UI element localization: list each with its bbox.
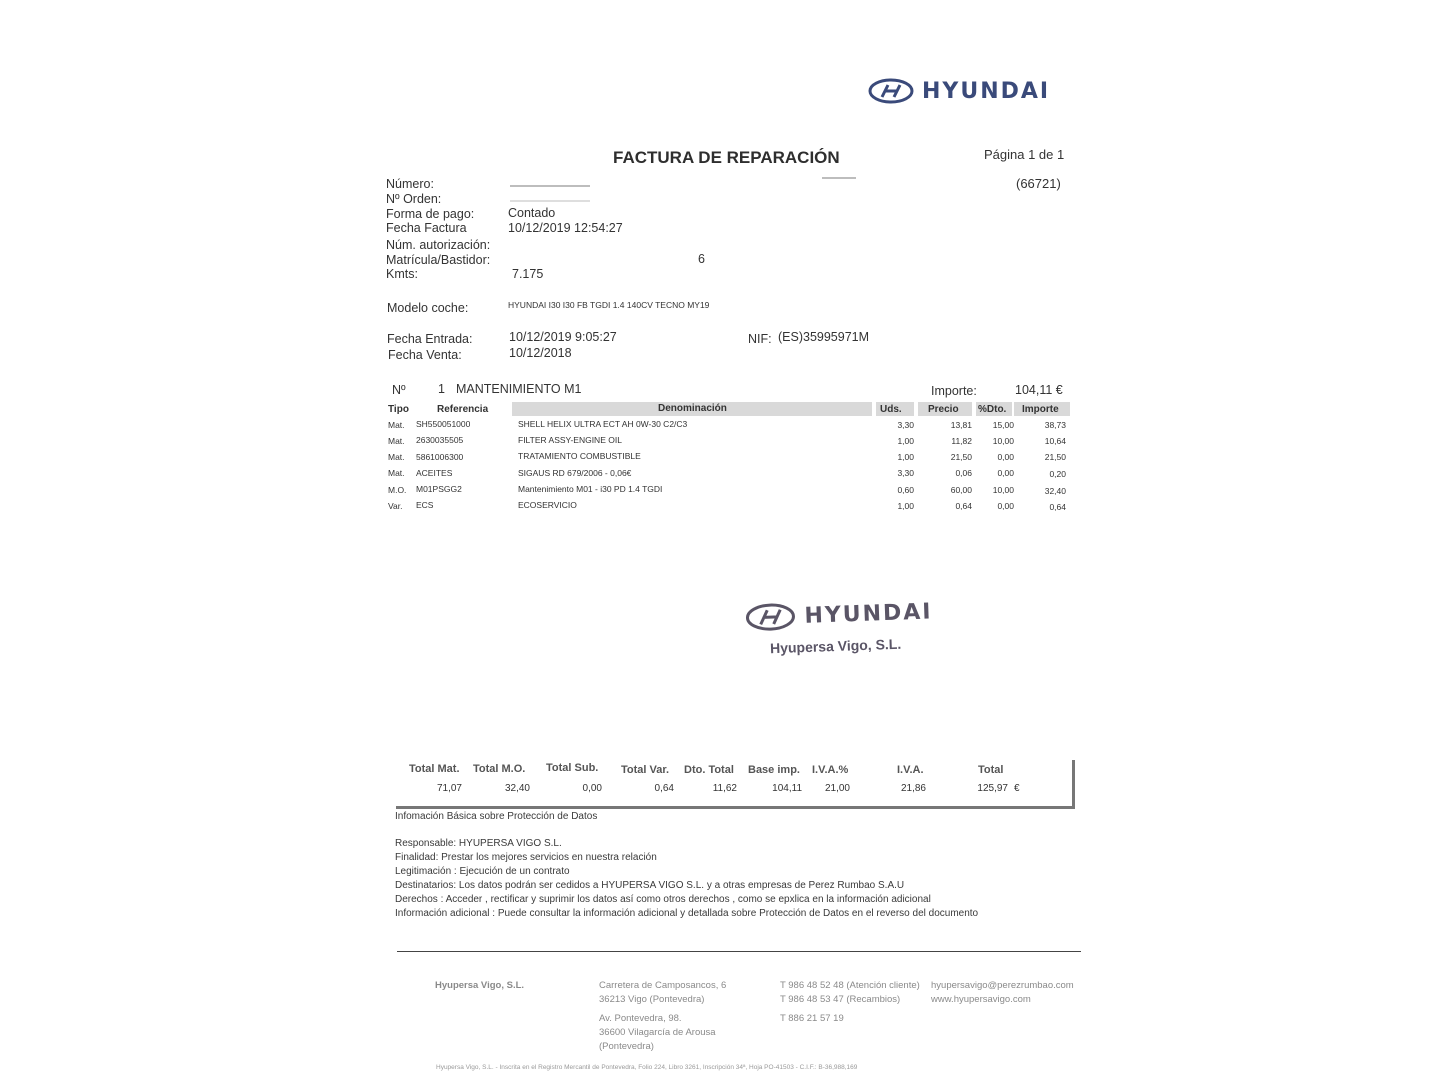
footer-email: hyupersavigo@perezrumbao.com xyxy=(931,980,1074,991)
footer-address2-line: 36600 Vilagarcía de Arousa xyxy=(599,1027,716,1038)
row-6-ref: ECS xyxy=(416,500,434,510)
tot-h-base: Base imp. xyxy=(748,764,800,776)
row-5-precio: 60,00 xyxy=(950,485,972,495)
section-name: MANTENIMIENTO M1 xyxy=(456,382,582,396)
row-1-dto: 15,00 xyxy=(992,420,1014,430)
page-number: Página 1 de 1 xyxy=(984,147,1065,162)
row-5-tipo: M.O. xyxy=(388,485,407,495)
section-importe-label: Importe: xyxy=(931,384,977,398)
col-tipo: Tipo xyxy=(388,404,409,415)
footer-company: Hyupersa Vigo, S.L. xyxy=(435,980,525,991)
modelo-label: Modelo coche: xyxy=(387,301,469,315)
tot-v-mo: 32,40 xyxy=(504,783,530,794)
tot-h-sub: Total Sub. xyxy=(546,762,599,774)
col-uds: Uds. xyxy=(880,404,902,415)
footer-phone: T 886 21 57 19 xyxy=(780,1013,844,1024)
row-4-uds: 3,30 xyxy=(897,468,914,478)
footer-divider xyxy=(397,951,1081,952)
tot-v-total: 125,97 xyxy=(977,783,1008,794)
legal-line: Responsable: HYUPERSA VIGO S.L. xyxy=(395,838,562,849)
row-2-importe: 10,64 xyxy=(1044,436,1066,446)
matricula-label: Matrícula/Bastidor: xyxy=(386,253,491,267)
row-3-den: TRATAMIENTO COMBUSTIBLE xyxy=(518,451,641,461)
pago-value: Contado xyxy=(508,206,556,220)
tot-h-dto: Dto. Total xyxy=(684,764,734,776)
autorizacion-label: Núm. autorización: xyxy=(386,238,491,252)
footer-address2-line: Av. Pontevedra, 98. xyxy=(599,1013,682,1024)
footer-address1-line: 36213 Vigo (Pontevedra) xyxy=(599,994,705,1005)
row-4-importe: 0,20 xyxy=(1049,469,1066,479)
tot-currency: € xyxy=(1014,783,1020,794)
footer-registry: Hyupersa Vigo, S.L. - Inscrita en el Registro Mercantil de Pontevedra, Folio 224, Libro 3261, Inscripción 34ª, Hoja PO-41503 - C.I.F.: B-36,988,169 xyxy=(436,1064,858,1071)
section-number: 1 xyxy=(438,382,445,396)
row-3-ref: 5861006300 xyxy=(416,452,464,462)
row-5-den: Mantenimiento M01 - i30 PD 1.4 TGDI xyxy=(518,484,663,494)
section-importe-value: 104,11 € xyxy=(1015,383,1063,397)
footer-address2-line: (Pontevedra) xyxy=(599,1041,654,1052)
row-6-importe: 0,64 xyxy=(1049,502,1066,512)
pago-label: Forma de pago: xyxy=(386,207,475,221)
fecha-factura-label: Fecha Factura xyxy=(386,221,467,235)
hyundai-emblem-icon xyxy=(744,602,797,632)
col-precio: Precio xyxy=(928,404,959,415)
legal-line: Legitimación : Ejecución de un contrato xyxy=(395,866,570,877)
row-4-den: SIGAUS RD 679/2006 - 0,06€ xyxy=(518,468,632,478)
row-4-tipo: Mat. xyxy=(388,468,405,478)
row-4-ref: ACEITES xyxy=(416,468,453,478)
tot-h-mo: Total M.O. xyxy=(473,763,526,775)
row-1-den: SHELL HELIX ULTRA ECT AH 0W-30 C2/C3 xyxy=(518,419,688,429)
numero-label: Número: xyxy=(386,177,434,191)
col-denominacion: Denominación xyxy=(658,403,727,414)
tot-h-mat: Total Mat. xyxy=(409,763,460,775)
logo-text: HYUNDAI xyxy=(922,78,1051,104)
row-1-importe: 38,73 xyxy=(1044,420,1066,430)
stamp-company: Hyupersa Vigo, S.L. xyxy=(769,635,902,657)
modelo-value: HYUNDAI I30 I30 FB TGDI 1.4 140CV TECNO MY19 xyxy=(508,300,710,310)
legal-title: Infomación Básica sobre Protección de Datos xyxy=(395,811,598,822)
row-2-den: FILTER ASSY-ENGINE OIL xyxy=(518,435,622,445)
row-4-precio: 0,06 xyxy=(955,468,972,478)
legal-line: Derechos : Acceder , rectificar y suprimir los datos así como otros derechos , como se epxlica en la información adicional xyxy=(395,894,931,905)
row-3-tipo: Mat. xyxy=(388,452,405,462)
row-6-precio: 0,64 xyxy=(955,501,972,511)
row-1-precio: 13,81 xyxy=(950,420,972,430)
row-6-dto: 0,00 xyxy=(997,501,1014,511)
row-1-ref: SH550051000 xyxy=(416,419,471,429)
section-n-label: Nº xyxy=(392,383,406,397)
col-referencia: Referencia xyxy=(437,404,489,415)
row-5-ref: M01PSGG2 xyxy=(416,484,462,494)
footer-website: www.hyupersavigo.com xyxy=(931,994,1031,1005)
stamp-logo-text: HYUNDAI xyxy=(804,598,933,629)
invoice-title: FACTURA DE REPARACIÓN xyxy=(613,148,840,167)
fecha-factura-value: 10/12/2019 12:54:27 xyxy=(508,221,623,235)
tot-h-var: Total Var. xyxy=(621,764,670,776)
row-2-dto: 10,00 xyxy=(992,436,1014,446)
col-importe: Importe xyxy=(1022,404,1059,415)
row-3-dto: 0,00 xyxy=(997,452,1014,462)
tot-v-sub: 0,00 xyxy=(582,783,602,794)
tot-v-base: 104,11 xyxy=(772,783,802,794)
dealer-stamp xyxy=(744,597,933,632)
row-5-uds: 0,60 xyxy=(897,485,914,495)
fecha-venta-value: 10/12/2018 xyxy=(509,346,572,360)
fecha-entrada-label: Fecha Entrada: xyxy=(387,332,473,346)
row-3-uds: 1,00 xyxy=(897,452,914,462)
tot-v-iva: 21,86 xyxy=(900,783,926,794)
row-5-dto: 10,00 xyxy=(992,485,1014,495)
kmts-label: Kmts: xyxy=(386,267,418,281)
redacted-mark xyxy=(822,177,856,179)
row-1-tipo: Mat. xyxy=(388,420,405,430)
row-2-tipo: Mat. xyxy=(388,436,405,446)
row-6-tipo: Var. xyxy=(388,501,403,511)
redacted-number xyxy=(510,185,590,187)
fecha-entrada-value: 10/12/2019 9:05:27 xyxy=(509,330,617,344)
fecha-venta-label: Fecha Venta: xyxy=(388,348,462,362)
tot-h-total: Total xyxy=(978,764,1004,776)
kmts-value: 7.175 xyxy=(512,267,544,281)
nif-label: NIF: xyxy=(748,332,772,346)
legal-line: Información adicional : Puede consultar la información adicional y detallada sobre Protección de Datos en el reverso del documento xyxy=(395,908,979,919)
footer-phone: T 986 48 53 47 (Recambios) xyxy=(780,994,901,1005)
tot-v-dto: 11,62 xyxy=(712,783,737,794)
row-6-uds: 1,00 xyxy=(897,501,914,511)
row-2-precio: 11,82 xyxy=(951,436,972,446)
legal-line: Finalidad: Prestar los mejores servicios en nuestra relación xyxy=(395,852,657,863)
row-1-uds: 3,30 xyxy=(897,420,914,430)
tot-v-var: 0,64 xyxy=(654,783,674,794)
tot-v-ivapct: 21,00 xyxy=(824,783,850,794)
matricula-value: 6 xyxy=(698,252,705,266)
invoice-code: (66721) xyxy=(1016,176,1061,191)
row-3-importe: 21,50 xyxy=(1044,452,1066,462)
footer-phone: T 986 48 52 48 (Atención cliente) xyxy=(780,980,920,991)
row-2-ref: 2630035505 xyxy=(416,435,464,445)
tot-h-iva: I.V.A. xyxy=(897,764,924,776)
col-dto: %Dto. xyxy=(978,404,1007,415)
nif-value: (ES)35995971M xyxy=(778,330,870,344)
row-5-importe: 32,40 xyxy=(1044,486,1066,496)
orden-label: Nº Orden: xyxy=(386,192,442,206)
hyundai-emblem-icon xyxy=(868,78,914,104)
tot-v-mat: 71,07 xyxy=(436,783,462,794)
redacted-order xyxy=(510,200,590,202)
row-6-den: ECOSERVICIO xyxy=(518,500,577,510)
row-2-uds: 1,00 xyxy=(897,436,914,446)
footer-address1-line: Carretera de Camposancos, 6 xyxy=(599,980,727,991)
hyundai-logo xyxy=(868,78,1050,104)
row-4-dto: 0,00 xyxy=(997,468,1014,478)
tot-h-ivapct: I.V.A.% xyxy=(812,764,849,776)
legal-line: Destinatarios: Los datos podrán ser cedidos a HYUPERSA VIGO S.L. y a otras empresas de Perez Rumbao S.A.U xyxy=(395,880,905,891)
row-3-precio: 21,50 xyxy=(950,452,972,462)
